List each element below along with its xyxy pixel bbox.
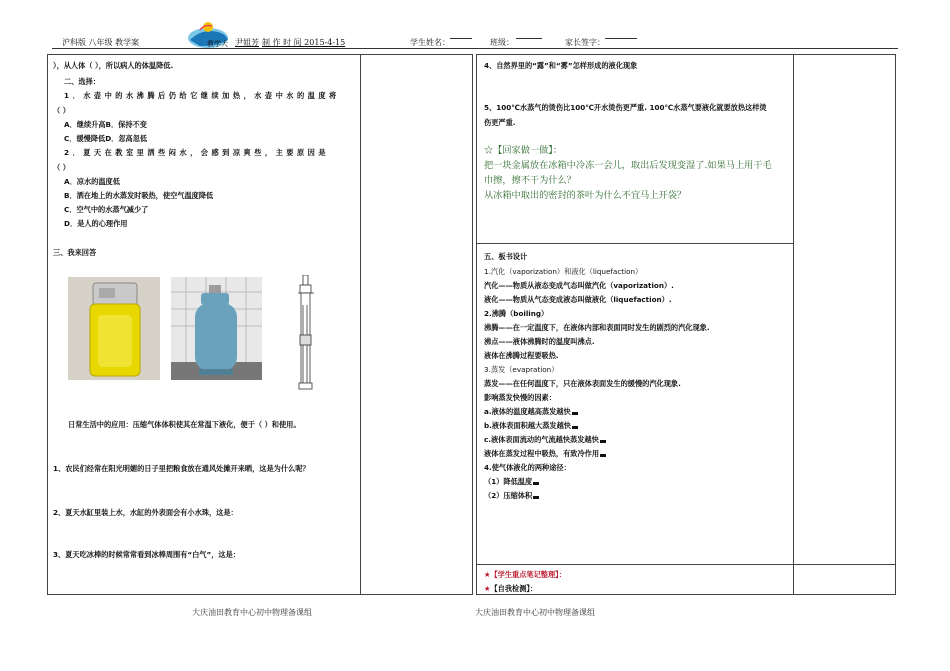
- board-line-6: 沸点——液体沸腾时的温度叫沸点.: [484, 337, 595, 346]
- right-margin-divider: [793, 55, 794, 594]
- logo-text: 教学大: [207, 40, 228, 48]
- board-line-11: [484, 408, 578, 415]
- fill-blank-tail: ），从人体（ ），所以病人的体温降低.: [53, 61, 174, 70]
- fill-mark: [600, 440, 606, 443]
- class-label: 班级：: [490, 38, 514, 47]
- choice-q2-blank: （ ）: [53, 163, 70, 172]
- footer-left: 大庆油田教育中心初中物理备课组: [192, 608, 312, 617]
- star-icon: ★: [484, 584, 491, 593]
- daily-application: 日常生活中的应用：压缩气体体积使其在常温下液化，便于（ ）和使用。: [68, 420, 301, 429]
- right-panel: [476, 54, 896, 595]
- board-line-14: [484, 450, 606, 457]
- self-check-row: [484, 585, 537, 592]
- review-line-3: 从冰箱中取出的密封的茶叶为什么不宜马上开袋？: [484, 190, 687, 201]
- choice-q1-blank: （ ）: [53, 106, 70, 115]
- review-title: ☆【回家做一做】：: [484, 145, 563, 156]
- board-line-13: [484, 436, 606, 443]
- section-answer-title: 三、我来回答: [53, 248, 97, 257]
- question-4: 4、自然界里的“露”和“雾”怎样形成的液化现象: [484, 61, 638, 70]
- lighter-photo: [68, 277, 160, 380]
- student-name-label: 学生姓名：: [410, 38, 450, 47]
- choice-q1-cd: C．缓慢降低D．忽高忽低: [64, 134, 148, 143]
- notes-label: 【学生重点笔记整理】：: [490, 570, 566, 579]
- date-label: 制 作 时 间 2015-4-15: [262, 38, 346, 47]
- answer-q3: 3、夏天吃冰棒的时候常常看到冰棒周围有“白气”，这是：: [53, 550, 240, 559]
- class-blank[interactable]: [516, 38, 542, 39]
- review-line-2: 巾擦，擦不干为什么？: [484, 175, 576, 186]
- designer-label: 尹姐芳: [235, 38, 259, 47]
- left-panel: [47, 54, 473, 595]
- fill-mark: [600, 454, 606, 457]
- section-choice-title: 二、选择：: [64, 77, 100, 86]
- self-check-label: 【自我检测】：: [490, 584, 538, 593]
- board-line-1: 1.汽化（vaporization）和液化（liquefaction）: [484, 267, 643, 276]
- board-line-2: 汽化——物质从液态变成气态叫做汽化（vaporization）.: [484, 281, 674, 290]
- board-line-9: 蒸发——在任何温度下，只在液体表面发生的缓慢的汽化现象.: [484, 379, 681, 388]
- choice-q2-c: C．空气中的水蒸气减少了: [64, 205, 149, 214]
- gas-tank-photo: [171, 277, 262, 380]
- footer-right: 大庆油田教育中心初中物理备课组: [475, 608, 595, 617]
- review-divider: [477, 243, 793, 244]
- board-line-10: 影响蒸发快慢的因素：: [484, 393, 556, 402]
- board-title: 五、板书设计: [484, 252, 528, 261]
- question-5-line2: 伤更严重.: [484, 118, 516, 127]
- gas-cartridge-drawing: [292, 275, 320, 393]
- choice-q2-a: A．凉水的温度低: [64, 177, 120, 186]
- board-line-7: 液体在沸腾过程要吸热.: [484, 351, 559, 360]
- answer-q1: 1、农民们经常在阳光明媚的日子里把粮食放在通风处摊开来晒，这是为什么呢？: [53, 464, 310, 473]
- question-5-line1: 5、100℃水蒸气的烫伤比100℃开水烫伤更严重. 100℃水蒸气要液化就要放热这样烫: [484, 103, 767, 112]
- review-line-1: 把一块金属放在冰箱中冷冻一会儿，取出后发现变湿了.如果马上用干毛: [484, 160, 772, 171]
- board-line-16: [484, 478, 539, 485]
- course-label: 沪科版 八年级 教学案: [62, 38, 140, 47]
- fill-mark: [533, 496, 539, 499]
- board-line-3: 液化——物质从气态变成液态叫做液化（liquefaction）.: [484, 295, 672, 304]
- choice-q2-d: D．是人的心理作用: [64, 219, 128, 228]
- choice-q2-b: B．洒在地上的水蒸发时吸热，使空气温度降低: [64, 191, 214, 200]
- board-line-16-text: （1）降低温度: [484, 477, 533, 486]
- fill-mark: [533, 482, 539, 485]
- header-rule: [52, 48, 898, 49]
- board-line-4: 2.沸腾（boiling）: [484, 309, 549, 318]
- board-line-12-text: b.液体表面积越大蒸发越快: [484, 421, 571, 430]
- board-line-11-text: a.液体的温度越高蒸发越快: [484, 407, 571, 416]
- answer-q2: 2、夏天水缸里装上水，水缸的外表面会有小水珠，这是：: [53, 508, 238, 517]
- parent-sign-blank[interactable]: [605, 38, 637, 39]
- board-line-14-text: 液体在蒸发过程中吸热，有致冷作用: [484, 449, 600, 458]
- parent-sign-label: 家长签字：: [565, 38, 605, 47]
- board-line-17: [484, 492, 539, 499]
- notes-divider: [477, 564, 895, 565]
- board-line-15: 4.使气体液化的两种途径：: [484, 463, 571, 472]
- choice-q2: 2．夏天在教室里洒些闷水，会感到凉爽些，主要原因是: [64, 148, 330, 157]
- left-margin-divider: [360, 55, 361, 594]
- fill-mark: [572, 426, 578, 429]
- board-line-12: [484, 422, 578, 429]
- choice-q1: 1．水壶中的水沸腾后仍给它继续加热，水壶中水的温度将: [64, 91, 340, 100]
- board-line-17-text: （2）压缩体积: [484, 491, 533, 500]
- board-line-8: 3.蒸发（evapration）: [484, 365, 559, 374]
- fill-mark: [572, 412, 578, 415]
- notes-row: [484, 571, 566, 578]
- board-line-13-text: c.液体表面流动的气流越快蒸发越快: [484, 435, 599, 444]
- star-icon: ★: [484, 570, 491, 579]
- student-name-blank[interactable]: [450, 38, 472, 39]
- choice-q1-ab: A．继续升高B．保持不变: [64, 120, 147, 129]
- board-line-5: 沸腾——在一定温度下，在液体内部和表面同时发生的剧烈的汽化现象.: [484, 323, 710, 332]
